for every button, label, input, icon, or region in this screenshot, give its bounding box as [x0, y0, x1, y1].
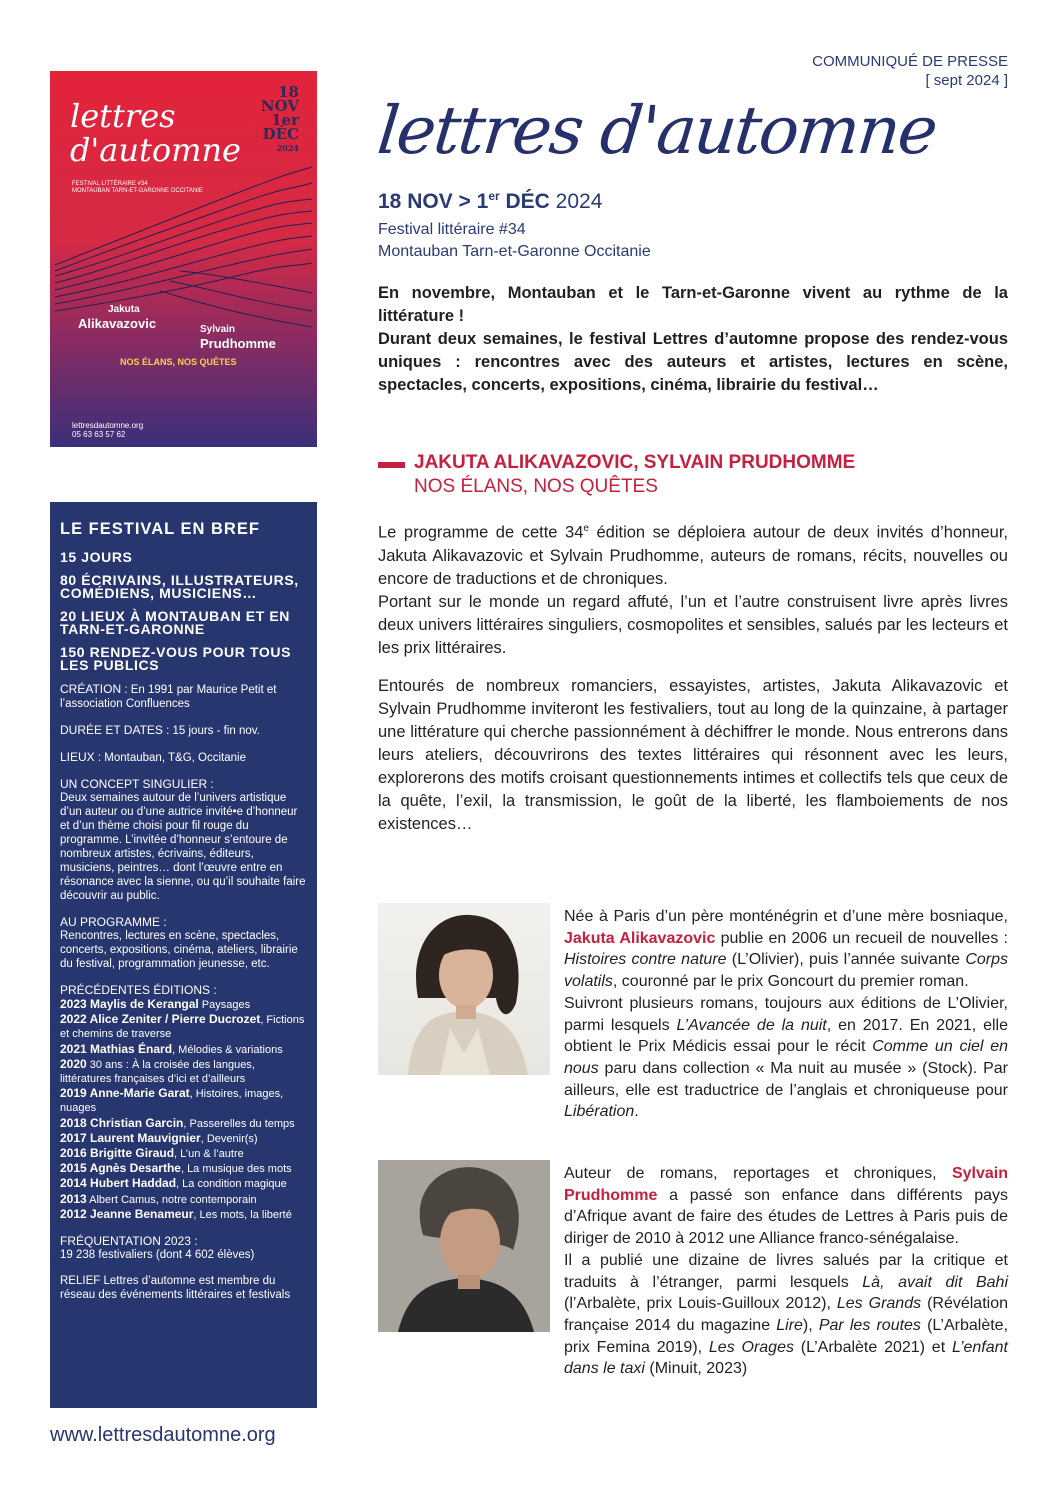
bio-sylvain: [564, 1163, 1008, 1380]
poster-author2: [200, 323, 276, 351]
edition-item: [60, 1042, 308, 1057]
poster-author1-first: Jakuta: [108, 304, 140, 315]
edition-theme: , La condition magique: [176, 1178, 287, 1191]
bio1-text: .: [634, 1103, 639, 1121]
poster-date-1: 18: [278, 83, 299, 101]
summary-previous: [60, 983, 308, 1222]
festival-info: [378, 219, 651, 263]
press-date: [ sept 2024 ]: [925, 72, 1008, 89]
poster-author1-last: Alikavazovic: [78, 316, 157, 331]
bio1-title: L’Avancée de la nuit: [676, 1016, 827, 1034]
summary-duration: [60, 723, 308, 738]
section-subtitle: NOS ÉLANS, NOS QUÊTES: [414, 476, 658, 497]
festival-poster: [50, 71, 317, 447]
edition-item: [60, 1116, 308, 1131]
edition-item: [60, 1146, 308, 1161]
p1-second: Portant sur le monde un regard affuté, l’un et l’autre construisent livre après livres deux univers littéraires singuliers, cosmopolites et sensibles, salués par les lecteurs et les prix littéraires.: [378, 592, 1008, 657]
bio2-text: (l’Arbalète, prix Louis-Guilloux 2012),: [564, 1295, 837, 1313]
summary-title: LE FESTIVAL EN BREF: [60, 520, 260, 538]
festival-location: Montauban Tarn-et-Garonne Occitanie: [378, 243, 651, 260]
poster-dates: [261, 85, 299, 155]
edition-theme: , Les mots, la liberté: [193, 1208, 292, 1221]
bio-jakuta: [564, 906, 1008, 1123]
program-label: AU PROGRAMME :: [60, 915, 167, 929]
places-label: LIEUX: [60, 750, 95, 764]
edition-item: [60, 1086, 308, 1115]
dates-year: 2024: [549, 190, 603, 213]
summary-places: [60, 750, 308, 765]
edition-name: 2022 Alice Zeniter / Pierre Ducrozet: [60, 1012, 261, 1027]
edition-name: 2017 Laurent Mauvignier: [60, 1130, 201, 1145]
edition-name: 2013: [60, 1191, 87, 1206]
bio2-text: ),: [802, 1316, 819, 1334]
festival-logo: lettres d'automne: [374, 92, 940, 169]
bio1-title: Comme un ciel en nous: [564, 1038, 1008, 1077]
creation-label: CRÉATION: [60, 682, 122, 696]
attendance-text: 19 238 festivaliers (dont 4 602 élèves): [60, 1249, 255, 1262]
summary-days: 15 JOURS: [60, 549, 133, 565]
bio1-text: , en 2017. En 2021, elle obtient le Prix Médicis essai pour le récit: [564, 1016, 1009, 1056]
poster-date-5: 2024: [276, 143, 299, 153]
p1-sup: e: [583, 523, 589, 534]
program-text: Rencontres, lectures en scène, spectacles, concerts, expositions, cinéma, ateliers, librairie du festival, programmation jeunesse, etc.: [60, 930, 298, 970]
poster-logo: [70, 99, 241, 167]
section-title: JAKUTA ALIKAVAZOVIC, SYLVAIN PRUDHOMME: [414, 452, 856, 473]
duration-label: DURÉE ET DATES: [60, 723, 163, 737]
dates-sup: er: [488, 189, 500, 203]
edition-theme: , Histoires, images, nuages: [60, 1088, 284, 1115]
bio2-title: Les Orages: [708, 1338, 794, 1356]
bio2-title: Lire: [776, 1316, 803, 1334]
bio2-text: (L’Arbalète 2021) et: [793, 1338, 952, 1356]
press-label: COMMUNIQUÉ DE PRESSE: [812, 53, 1008, 70]
bio2-text: Auteur de romans, reportages et chroniques,: [564, 1165, 952, 1182]
edition-name: 2014 Hubert Haddad: [60, 1176, 177, 1191]
bio2-text: Il a publié une dizaine de livres salués par la critique et traduits à l’étranger, parmi lesquels: [564, 1251, 1008, 1291]
bio1-text: Née à Paris d’un père monténégrin et d’une mère bosniaque,: [564, 908, 1008, 925]
duration-text: : 15 jours - fin nov.: [162, 725, 260, 737]
website-link[interactable]: www.lettresdautomne.org: [50, 1424, 276, 1446]
edition-name: 2012 Jeanne Benameur: [60, 1206, 194, 1221]
festival-dates: [378, 189, 602, 214]
portrait-jakuta-alikavazovic: [378, 903, 550, 1075]
summary-creation: [60, 682, 308, 711]
poster-logo-line2: d'automne: [70, 131, 241, 169]
poster-author1: [78, 303, 156, 331]
edition-name: 2019 Anne-Marie Garat: [60, 1086, 190, 1101]
places-text: : Montauban, T&G, Occitanie: [94, 752, 246, 764]
bio2-title: L’enfant dans le taxi: [564, 1338, 1008, 1378]
edition-item: [60, 1131, 308, 1146]
edition-theme: , Passerelles du temps: [183, 1117, 295, 1130]
p1-start: Le programme de cette 34: [378, 523, 584, 542]
bio2-text: (Minuit, 2023): [644, 1360, 748, 1378]
bio2-title: Les Grands: [836, 1295, 922, 1313]
poster-theme: NOS ÉLANS, NOS QUÊTES: [120, 357, 237, 367]
edition-item: [60, 1057, 308, 1086]
poster-fest-line1: FESTIVAL LITTÉRAIRE #34: [72, 181, 148, 187]
edition-name: 2023 Maylis de Kerangal: [60, 997, 199, 1011]
edition-name: 2018 Christian Garcin: [60, 1115, 184, 1130]
intro-line1: En novembre, Montauban et le Tarn-et-Garonne vivent au rythme de la littérature !: [378, 284, 1008, 325]
poster-date-2: NOV: [260, 97, 299, 115]
bio2-author-name: Sylvain Prudhomme: [564, 1165, 1008, 1204]
poster-author2-last: Prudhomme: [200, 336, 276, 351]
concept-label: UN CONCEPT SINGULIER :: [60, 777, 214, 791]
dates-start: 18 NOV > 1: [378, 190, 489, 213]
bio1-title: Histoires contre nature: [564, 951, 727, 969]
bio1-title: Corps volatils: [564, 951, 1009, 991]
intro-text: [378, 282, 1008, 397]
bio1-text: publie en 2006 un recueil de nouvelles :: [715, 929, 1008, 947]
portrait-1-graphic: [378, 903, 550, 1075]
p1-rest: édition se déploiera autour de deux invités d’honneur, Jakuta Alikavazovic et Sylvain Prudhomme, auteurs de romans, récits, nouvelles ou encore de traductions et de chroniques.: [378, 523, 1008, 588]
edition-theme: 30 ans : À la croisée des langues, littératures françaises d’ici et d’ailleurs: [60, 1058, 255, 1086]
edition-theme: , L’un & l’autre: [174, 1148, 244, 1161]
edition-name: 2021 Mathias Énard: [60, 1041, 173, 1056]
edition-item: [60, 1192, 308, 1207]
poster-url: lettresdautomne.org: [72, 421, 144, 430]
bio2-text: (Révélation française 2014 du magazine: [564, 1295, 1009, 1334]
poster-festival: [72, 181, 203, 195]
section-marker: [378, 462, 405, 468]
edition-theme: Paysages: [198, 999, 251, 1011]
summary-events: 150 RENDEZ-VOUS POUR TOUS LES PUBLICS: [60, 644, 292, 673]
poster-fest-line2: MONTAUBAN TARN-ET-GARONNE OCCITANIE: [72, 188, 203, 194]
bio1-text: (L’Olivier), puis l’année suivante: [726, 951, 966, 969]
attendance-label: FRÉQUENTATION 2023 :: [60, 1234, 198, 1249]
poster-phone: 05 63 63 57 62: [72, 430, 126, 439]
edition-theme: Albert Camus, notre contemporain: [86, 1193, 257, 1206]
summary-attendance: [60, 1234, 308, 1262]
poster-author2-first: Sylvain: [200, 324, 236, 335]
edition-name: 2016 Brigitte Giraud: [60, 1146, 175, 1161]
summary-program: [60, 915, 308, 971]
edition-item: [60, 997, 308, 1012]
poster-logo-line1: lettres: [70, 97, 176, 135]
bio2-text: a passé son enfance dans différents pays d’Afrique avant de faire des études de Lettres à Paris puis de diriger de 2010 à 2012 une Alliance franco-sénégalaise.: [564, 1186, 1008, 1248]
poster-date-3: 1er: [271, 111, 299, 129]
festival-edition: Festival littéraire #34: [378, 221, 526, 238]
previous-label: PRÉCÉDENTES ÉDITIONS :: [60, 983, 217, 997]
poster-contact: [72, 421, 143, 439]
bio1-title: Libération: [564, 1103, 635, 1121]
edition-item: [60, 1161, 308, 1176]
summary-writers: 80 ÉCRIVAINS, ILLUSTRATEURS, COMÉDIENS, MUSICIENS…: [60, 572, 299, 601]
edition-theme: , Mélodies & variations: [172, 1043, 283, 1056]
bio2-title: Là, avait dit Bahi: [862, 1273, 1008, 1291]
summary-concept: [60, 777, 308, 903]
edition-item: [60, 1176, 308, 1191]
edition-item: [60, 1012, 308, 1041]
press-release-header: [812, 52, 1008, 90]
summary-venues: 20 LIEUX À MONTAUBAN ET EN TARN-ET-GARONNE: [60, 608, 291, 637]
edition-name: 2015 Agnès Desarthe: [60, 1161, 181, 1176]
editions-list: [60, 997, 308, 1222]
intro-line2: Durant deux semaines, le festival Lettres d’automne propose des rendez-vous uniques : rencontres avec des auteurs et artistes, lectures en scène, spectacles, concerts, expositions, cinéma, librairie du festival…: [378, 330, 1008, 394]
dates-end: DÉC: [499, 190, 550, 213]
bio2-title: Par les routes: [818, 1316, 921, 1334]
bio1-author-name: Jakuta Alikavazovic: [564, 929, 716, 947]
bio1-text: Suivront plusieurs romans, toujours aux éditions de L’Olivier, parmi lesquels: [564, 994, 1008, 1034]
edition-item: [60, 1207, 308, 1222]
bio1-text: paru dans collection « Ma nuit au musée » (Stock). Par ailleurs, elle est traductrice de l’anglais et chroniqueuse pour: [564, 1059, 1008, 1099]
edition-theme: , Fictions et chemins de traverse: [60, 1014, 305, 1041]
edition-name: 2020: [60, 1056, 87, 1071]
body-paragraph-2: Entourés de nombreux romanciers, essayistes, artistes, Jakuta Alikavazovic et Sylvain Prudhomme inviteront les festivaliers, tout au long de la quinzaine, à partager une littérature qui cherche passionnément à déchiffrer le monde. Nous entrerons dans leurs ateliers, découvrirons des textes littéraires qui résonnent avec les leurs, explorerons des motifs croisant questionnements intimes et collectifs tels que ceux de la quête, l’exil, la transmission, le goût de la liberté, les flamboiements de nos existences…: [378, 677, 1008, 833]
festival-summary-box: [50, 502, 317, 1408]
portrait-2-graphic: [378, 1160, 550, 1332]
body-paragraph-1: [378, 517, 1008, 660]
edition-theme: , Devenir(s): [200, 1132, 258, 1145]
poster-date-4: DÉC: [262, 125, 299, 143]
concept-text: Deux semaines autour de l’univers artistique d’un auteur ou d’une autrice invité•e d’honneur et d’un thème choisi pour fil rouge du programme. L’invitée d’honneur s’entoure de nombreux artistes, écrivains, éditeurs, musiciens, peintres… dont l’œuvre entre en résonance avec la sienne, ou qu’il souhaite faire découvrir au public.: [60, 792, 306, 902]
bio2-text: (L’Arbalète, prix Femina 2019),: [564, 1316, 1009, 1356]
bio1-text: , couronné par le prix Goncourt du premier roman.: [612, 973, 969, 991]
portrait-sylvain-prudhomme: [378, 1160, 550, 1332]
edition-theme: , La musique des mots: [180, 1163, 292, 1176]
summary-relief: RELIEF Lettres d’automne est membre du réseau des événements littéraires et festivals: [60, 1275, 291, 1302]
creation-text: : En 1991 par Maurice Petit et l’association Confluences: [60, 684, 277, 710]
